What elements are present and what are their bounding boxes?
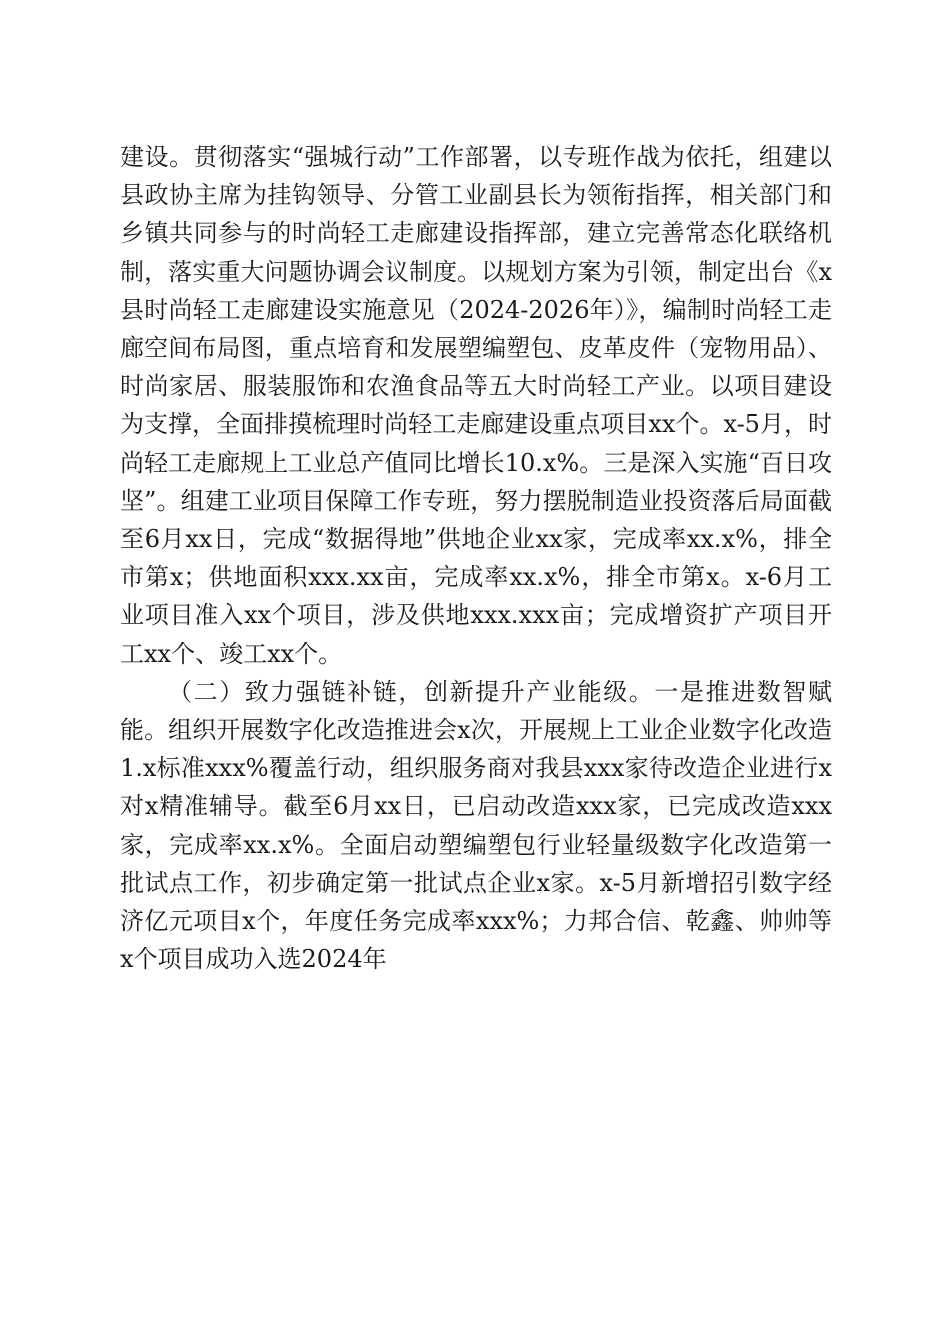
paragraph-continuation: 建设。贯彻落实“强城行动”工作部署，以专班作战为依托，组建以县政协主席为挂钩领导、分管工业副县长为领衔指挥，相关部门和乡镇共同参与的时尚轻工走廊建设指挥部，建立完善常态化联络机制，落实重大问题协调会议制度。以规划方案为引领，制定出台《x县时尚轻工走廊建设实施意见（2024-2026年）》，编制时尚轻工走廊空间布局图，重点培育和发展塑编塑包、皮革皮件（宠物用品）、时尚家居、服装服饰和农渔食品等五大时尚轻工产业。以项目建设为支撑，全面排摸梳理时尚轻工走廊建设重点项目xx个。x-5月，时尚轻工走廊规上工业总产值同比增长10.x%。三是深入实施“百日攻坚”。组建工业项目保障工作专班，努力摆脱制造业投资落后局面截至6月xx日，完成“数据得地”供地企业xx家，完成率xx.x%，排全市第x；供地面积xxx.xx亩，完成率xx.x%，排全市第x。x-6月工业项目准入xx个项目，涉及供地xxx.xxx亩；完成增资扩产项目开工xx个、竣工xx个。 — [120, 143, 832, 668]
document-body — [120, 138, 832, 978]
paragraph-section-2: （二）致力强链补链，创新提升产业能级。一是推进数智赋能。组织开展数字化改造推进会x次，开展规上工业企业数字化改造1.x标准xxx%覆盖行动，组织服务商对我县xxx家待改造企业进行x对x精准辅导。截至6月xx日，已启动改造xxx家，已完成改造xxx家，完成率xx.x%。全面启动塑编塑包行业轻量级数字化改造第一批试点工作，初步确定第一批试点企业x家。x-5月新增招引数字经济亿元项目x个，年度任务完成率xxx%；力邦合信、乾鑫、帅帅等x个项目成功入选2024年 — [120, 677, 832, 974]
